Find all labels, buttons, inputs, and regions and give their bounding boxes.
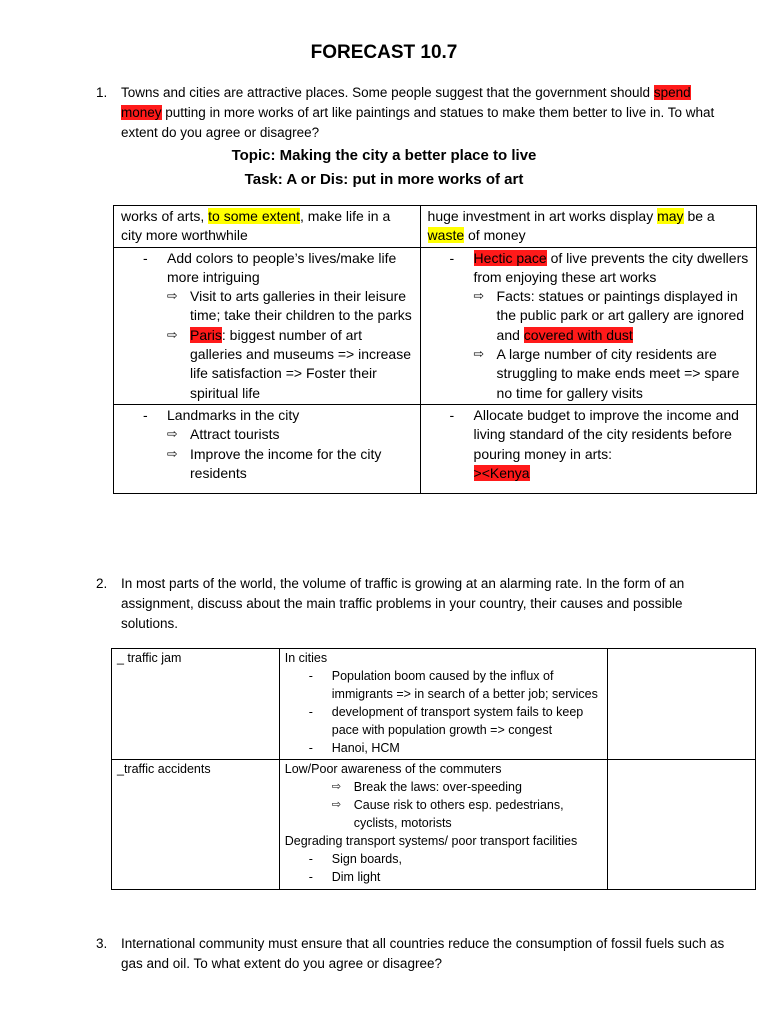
text-run: huge investment in art works display (427, 208, 658, 224)
yellow-highlight: to some extent (208, 208, 300, 224)
q1-table (113, 205, 757, 494)
table-cell: _traffic accidents (112, 760, 280, 889)
text-run: works of arts, (121, 208, 209, 224)
question-number: 1. (96, 85, 108, 100)
table-cell (114, 206, 421, 248)
list-item: - Sign boards, (285, 851, 603, 869)
question-3 (96, 934, 726, 974)
list-item: ⇨ Improve the income for the city residents (167, 445, 414, 484)
table-cell (114, 247, 421, 404)
list-item (167, 326, 414, 403)
arrow-list (167, 287, 414, 403)
arrow-list (474, 287, 750, 403)
text-run: of live prevents the city dwellers from enjoying these art works (473, 249, 749, 285)
dash-list (121, 249, 414, 403)
text-run: Landmarks in the city (167, 406, 300, 423)
table-row (112, 760, 756, 889)
question-number: 2. (96, 576, 108, 591)
table-cell (114, 404, 421, 493)
text-run: : biggest number of art galleries and museums => increase life satisfaction => Foster their spiritual life (190, 326, 412, 401)
question-text (121, 83, 726, 143)
dash-list (285, 668, 603, 758)
text-run: of money (464, 227, 526, 244)
text-run: be a (683, 208, 715, 224)
table-row (112, 649, 756, 760)
list-item (121, 406, 414, 483)
arrow-list (167, 425, 414, 483)
list-item (121, 249, 414, 403)
cell-heading: In cities (284, 651, 328, 665)
question-2 (96, 574, 726, 634)
yellow-highlight: waste (427, 227, 465, 244)
list-item (428, 249, 750, 403)
yellow-highlight: may (657, 208, 684, 224)
text-run: Facts: statues or paintings displayed in the public park or art gallery are ignored and (496, 288, 745, 343)
dash-list (121, 406, 414, 483)
table-row (114, 206, 757, 248)
topic-line: Topic: Making the city a better place to live (231, 147, 537, 164)
text-run: , make life in a city more worthwhile (121, 208, 391, 244)
question-text: International community must ensure that all countries reduce the consumption of fossil fuels such as gas and oil. To what extent do you agree or disagree? (121, 936, 725, 971)
list-item: ⇨ Attract tourists (167, 425, 414, 444)
red-highlight: covered with dust (523, 326, 633, 343)
list-item (428, 406, 750, 483)
table-cell (279, 760, 608, 889)
text-run: putting in more works of art like paintings and statues to make them better to live in. To what extent do you agree or disagree? (121, 105, 715, 140)
text-run: Add colors to people’s lives/make life more intriguing (167, 249, 397, 285)
list-item: ⇨ A large number of city residents are struggling to make ends meet => spare no time for gallery visits (474, 345, 750, 403)
task-line: Task: A or Dis: put in more works of art (244, 171, 524, 188)
red-highlight: ><Kenya (473, 464, 530, 481)
list-item: ⇨ Break the laws: over-speeding (332, 779, 603, 797)
arrow-list (332, 779, 603, 833)
table-cell (608, 649, 756, 760)
list-item: - Dim light (285, 869, 603, 887)
dash-list (285, 851, 603, 887)
list-item (474, 287, 750, 345)
table-cell: _ traffic jam (112, 649, 280, 760)
list-item: - Hanoi, HCM (285, 740, 603, 758)
cell-heading: Low/Poor awareness of the commuters (284, 762, 502, 777)
table-row (114, 247, 757, 404)
q2-table (111, 648, 756, 890)
table-row (114, 404, 757, 493)
table-cell (420, 247, 756, 404)
document-title: FORECAST 10.7 (310, 42, 458, 63)
dash-list (428, 249, 750, 403)
table-cell (279, 649, 608, 760)
list-item: - development of transport system fails to keep pace with population growth => congest (285, 704, 603, 740)
red-highlight: spend money (121, 85, 691, 120)
table-cell (420, 206, 756, 248)
question-number: 3. (96, 936, 108, 951)
text-run: Allocate budget to improve the income and living standard of the city residents before pouring money in arts: (473, 406, 739, 462)
question-1 (96, 83, 726, 143)
list-item: ⇨ Cause risk to others esp. pedestrians, cyclists, motorists (332, 797, 603, 833)
red-highlight: Paris (190, 326, 222, 343)
text-run: Towns and cities are attractive places. Some people suggest that the government should (121, 85, 654, 100)
list-item: ⇨ Visit to arts galleries in their leisure time; take their children to the parks (167, 287, 414, 326)
question-text: In most parts of the world, the volume of traffic is growing at an alarming rate. In the form of an assignment, discuss about the main traffic problems in your country, their causes and possible solutions. (121, 576, 685, 631)
cell-heading: Degrading transport systems/ poor transport facilities (284, 834, 578, 849)
red-highlight: Hectic pace (473, 249, 547, 266)
table-cell (420, 404, 756, 493)
table-cell (608, 760, 756, 889)
dash-list (428, 406, 750, 483)
list-item: - Population boom caused by the influx of immigrants => in search of a better job; services (285, 668, 603, 704)
